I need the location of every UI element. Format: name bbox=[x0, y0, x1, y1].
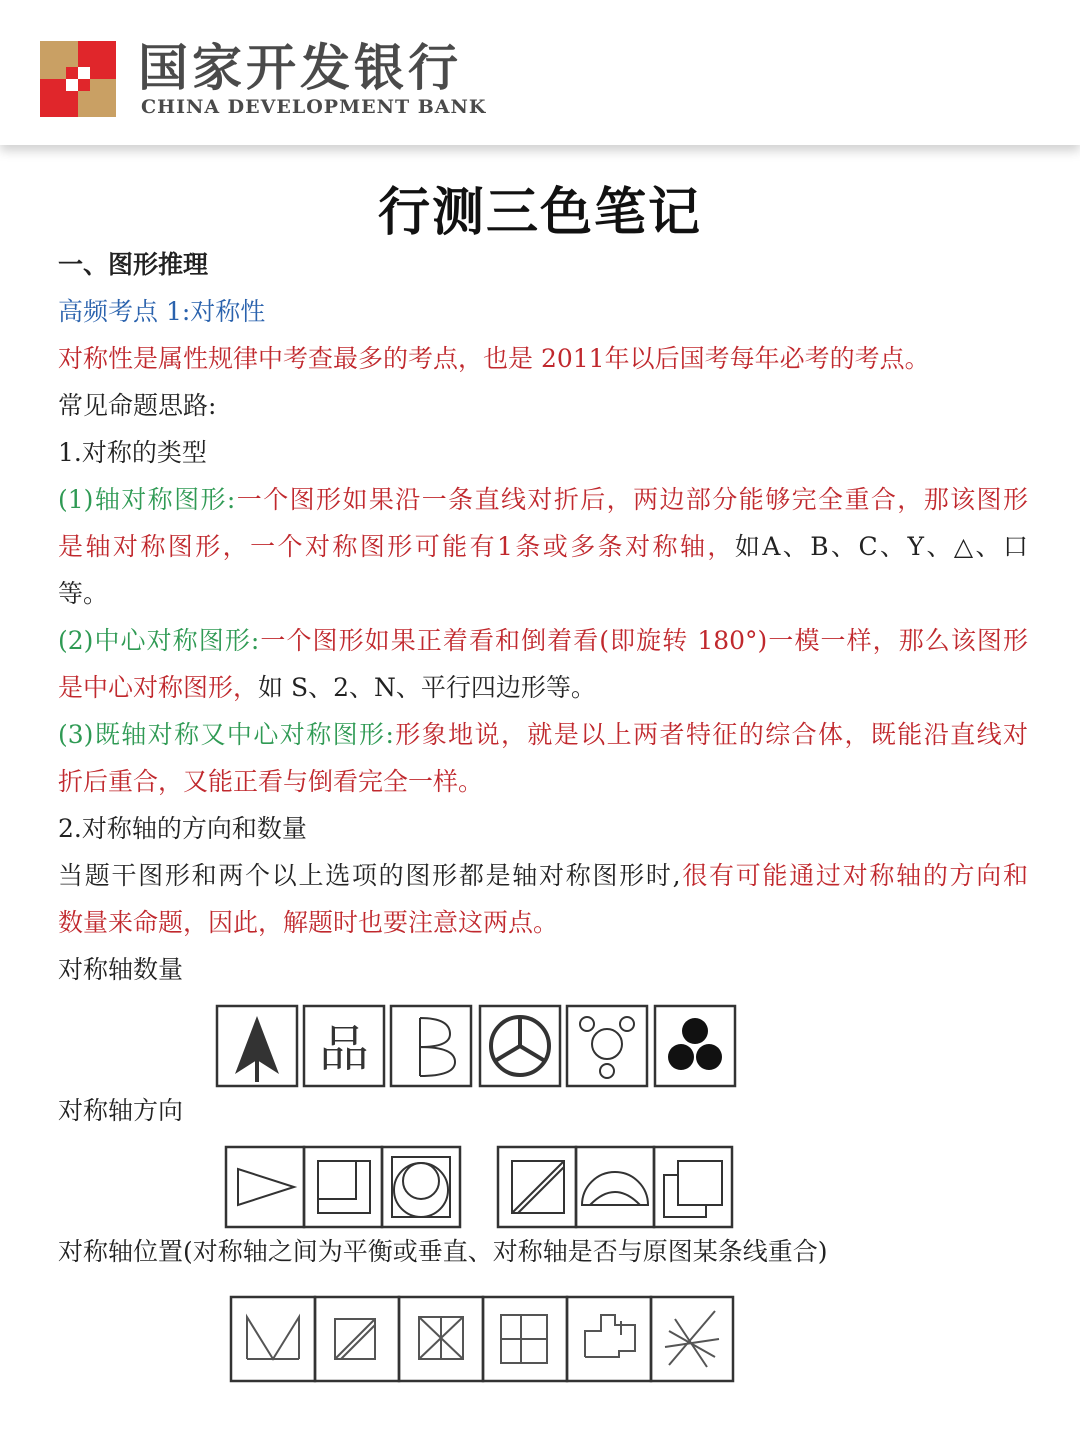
type1-term: (1)轴对称图形: bbox=[58, 485, 236, 514]
circles-icon bbox=[580, 1017, 634, 1078]
trefoil-icon bbox=[668, 1018, 722, 1070]
axis-para-red-a: 很有可能通过对称轴的方向和 bbox=[680, 861, 1028, 890]
mercedes-icon bbox=[491, 1017, 549, 1075]
tree-arrow-icon bbox=[235, 1016, 279, 1082]
bowtie-icon bbox=[419, 1317, 463, 1359]
bank-name-cn: 国家开发银行 bbox=[138, 38, 462, 97]
label-axis-position: 对称轴位置(对称轴之间为平衡或垂直、对称轴是否与原图某条线重合) bbox=[58, 1237, 828, 1266]
header-banner bbox=[0, 0, 1080, 145]
type2-examples: 如 S、2、N、平行四边形等。 bbox=[258, 673, 596, 702]
axis-heading: 2.对称轴的方向和数量 bbox=[58, 814, 307, 843]
common-approach: 常见命题思路: bbox=[58, 391, 217, 420]
figure-row-count bbox=[215, 1004, 737, 1088]
circle-in-square-icon bbox=[392, 1157, 450, 1217]
cdb-logo-icon bbox=[40, 41, 116, 117]
section-heading: 一、图形推理 bbox=[58, 250, 209, 279]
figure-row-position bbox=[229, 1295, 735, 1383]
square-slash-icon bbox=[335, 1319, 375, 1359]
square-diagonal-icon bbox=[512, 1161, 564, 1213]
page-title: 行测三色笔记 bbox=[377, 182, 702, 243]
type1-line3: 等。 bbox=[58, 579, 109, 608]
figure-row-direction bbox=[224, 1145, 736, 1229]
triangle-icon bbox=[238, 1169, 294, 1205]
type3-line1 bbox=[58, 720, 1028, 750]
type3-term: (3)既轴对称又中心对称图形: bbox=[58, 720, 394, 749]
type2-line1 bbox=[58, 626, 1028, 656]
axis-para-black: 当题干图形和两个以上选项的图形都是轴对称图形时, bbox=[58, 861, 681, 890]
bank-name-en: CHINA DEVELOPMENT BANK bbox=[141, 96, 487, 118]
type3-line2: 折后重合，又能正看与倒看完全一样。 bbox=[58, 767, 484, 796]
label-axis-direction: 对称轴方向 bbox=[58, 1096, 184, 1125]
type3-def-a: 形象地说，就是以上两者特征的综合体，既能沿直线对 bbox=[393, 720, 1028, 749]
star-lines-icon bbox=[665, 1311, 719, 1367]
type2-def-a: 一个图形如果正着看和倒着看(即旋转 180°)一模一样，那么该图形 bbox=[259, 626, 1028, 655]
axis-para-line2: 数量来命题，因此，解题时也要注意这两点。 bbox=[58, 908, 559, 937]
types-heading: 1.对称的类型 bbox=[58, 438, 207, 467]
square-corner-icon bbox=[318, 1161, 370, 1213]
type1-def-a: 一个图形如果沿一条直线对折后，两边部分能够完全重合，那该图形 bbox=[235, 485, 1028, 514]
point-label: 高频考点 1:对称性 bbox=[58, 297, 266, 326]
type1-examples: 如A、B、C、Y、△、口 bbox=[734, 532, 1028, 561]
type1-def-b: 是轴对称图形，一个对称图形可能有1条或多条对称轴， bbox=[58, 532, 735, 561]
axis-para-line1 bbox=[58, 861, 1028, 891]
type2-line2 bbox=[58, 673, 1028, 703]
step-shape-icon bbox=[585, 1315, 635, 1357]
m-shape-icon bbox=[247, 1317, 299, 1359]
semicircle-icon bbox=[582, 1172, 648, 1205]
label-axis-count: 对称轴数量 bbox=[58, 955, 184, 984]
window-grid-icon bbox=[501, 1315, 547, 1363]
letter-b-icon bbox=[420, 1018, 455, 1076]
type1-line1 bbox=[58, 485, 1028, 515]
type2-term: (2)中心对称图形: bbox=[58, 626, 260, 655]
pin-glyph-icon: 品 bbox=[319, 1020, 369, 1078]
type1-line2 bbox=[58, 532, 1028, 562]
overlap-squares-icon bbox=[664, 1161, 722, 1217]
intro-text: 对称性是属性规律中考查最多的考点，也是 2011年以后国考每年必考的考点。 bbox=[58, 344, 930, 373]
type2-def-b: 是中心对称图形， bbox=[58, 673, 259, 702]
